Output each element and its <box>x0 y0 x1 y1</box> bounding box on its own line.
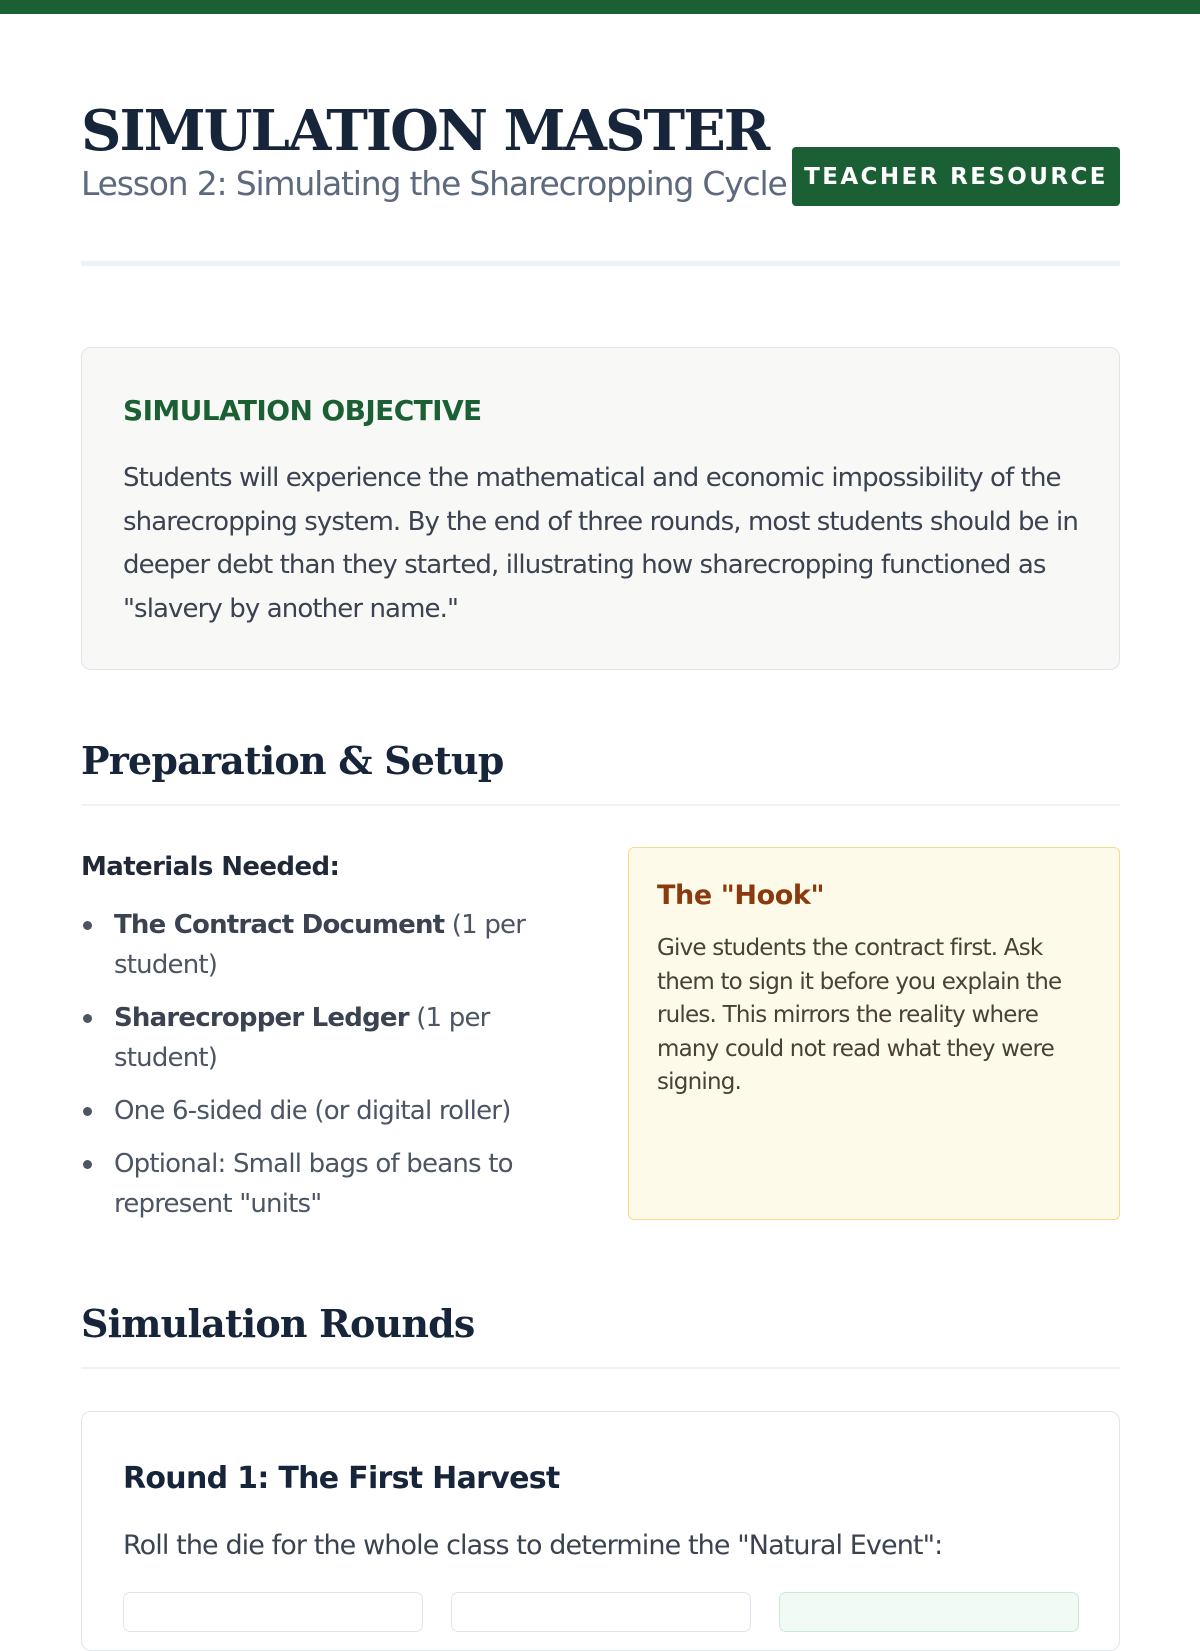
hook-heading: The "Hook" <box>657 880 825 911</box>
bullet-icon <box>83 1107 92 1116</box>
hook-callout <box>628 847 1120 1220</box>
preparation-heading: Preparation & Setup <box>81 738 504 783</box>
list-item <box>81 1091 551 1131</box>
round-card <box>81 1411 1120 1651</box>
material-name: Sharecropper Ledger <box>114 1003 409 1033</box>
round-title: Round 1: The First Harvest <box>123 1461 560 1496</box>
round-instructions: Roll the die for the whole class to determine the "Natural Event": <box>123 1530 943 1561</box>
rounds-heading: Simulation Rounds <box>81 1301 475 1346</box>
materials-list <box>81 905 551 1237</box>
material-detail: (1 per student) <box>114 910 526 980</box>
objective-card <box>81 347 1120 670</box>
preparation-divider <box>81 804 1120 806</box>
materials-label: Materials Needed: <box>81 852 340 882</box>
bullet-icon <box>83 1160 92 1169</box>
list-item <box>81 1144 551 1224</box>
event-card <box>779 1592 1079 1632</box>
material-detail: (1 per student) <box>114 1003 490 1073</box>
material-detail: Optional: Small bags of beans to represent "units" <box>114 1149 513 1219</box>
top-accent-bar <box>0 0 1200 14</box>
material-name: The Contract Document <box>114 910 445 940</box>
event-card <box>451 1592 751 1632</box>
header <box>81 98 1120 208</box>
teacher-resource-badge: TEACHER RESOURCE <box>792 147 1120 206</box>
bullet-icon <box>83 1014 92 1023</box>
page-subtitle: Lesson 2: Simulating the Sharecropping Cycle <box>81 164 787 203</box>
hook-text: Give students the contract first. Ask them to sign it before you explain the rules. This mirrors the reality where many could not read what they were signing. <box>657 935 1062 1095</box>
header-divider <box>81 261 1120 266</box>
page-title: SIMULATION MASTER <box>81 98 769 164</box>
event-card <box>123 1592 423 1632</box>
bullet-icon <box>83 921 92 930</box>
material-detail: One 6-sided die (or digital roller) <box>114 1096 511 1126</box>
objective-heading: SIMULATION OBJECTIVE <box>123 394 482 427</box>
rounds-divider <box>81 1367 1120 1369</box>
list-item <box>81 905 551 985</box>
list-item <box>81 998 551 1078</box>
objective-text: Students will experience the mathematical and economic impossibility of the sharecropping system. By the end of three rounds, most students should be in deeper debt than they started, illustrating how sharecropping functioned as "slavery by another name." <box>123 463 1078 624</box>
